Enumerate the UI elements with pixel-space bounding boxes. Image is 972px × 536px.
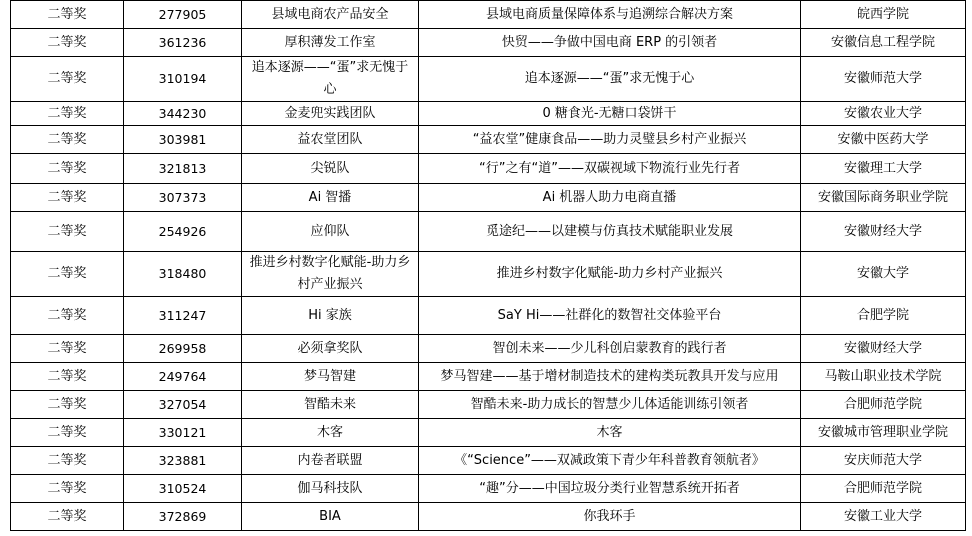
id-cell: 269958	[124, 335, 242, 363]
id-cell: 310524	[124, 475, 242, 503]
id-cell: 310194	[124, 57, 242, 102]
school-cell: 安徽财经大学	[801, 335, 966, 363]
award-cell: 二等奖	[11, 391, 124, 419]
id-cell: 307373	[124, 184, 242, 212]
award-cell: 二等奖	[11, 29, 124, 57]
award-cell: 二等奖	[11, 1, 124, 29]
school-cell: 安徽大学	[801, 252, 966, 297]
team-cell: 益农堂团队	[242, 126, 419, 154]
school-cell: 安庆师范大学	[801, 447, 966, 475]
table-row	[11, 126, 966, 154]
award-cell: 二等奖	[11, 126, 124, 154]
id-cell: 344230	[124, 102, 242, 126]
project-cell: 你我环手	[419, 503, 801, 531]
team-cell: 智酷未来	[242, 391, 419, 419]
table-row	[11, 419, 966, 447]
school-cell: 合肥师范学院	[801, 475, 966, 503]
team-cell: 伽马科技队	[242, 475, 419, 503]
table-row	[11, 154, 966, 184]
id-cell: 361236	[124, 29, 242, 57]
school-cell: 合肥师范学院	[801, 391, 966, 419]
team-cell: 金麦兜实践团队	[242, 102, 419, 126]
school-cell: 马鞍山职业技术学院	[801, 363, 966, 391]
award-cell: 二等奖	[11, 419, 124, 447]
project-cell: Ai 机器人助力电商直播	[419, 184, 801, 212]
id-cell: 249764	[124, 363, 242, 391]
school-cell: 安徽国际商务职业学院	[801, 184, 966, 212]
award-cell: 二等奖	[11, 297, 124, 335]
team-cell: 必须拿奖队	[242, 335, 419, 363]
awards-table-body	[11, 1, 966, 531]
table-row	[11, 57, 966, 102]
project-cell: 智酷未来-助力成长的智慧少儿体适能训练引领者	[419, 391, 801, 419]
team-cell: 应仰队	[242, 212, 419, 252]
team-cell: 尖锐队	[242, 154, 419, 184]
table-row	[11, 252, 966, 297]
school-cell: 安徽中医药大学	[801, 126, 966, 154]
project-cell: 木客	[419, 419, 801, 447]
table-row	[11, 335, 966, 363]
project-cell: 智创未来——少儿科创启蒙教育的践行者	[419, 335, 801, 363]
award-cell: 二等奖	[11, 363, 124, 391]
team-cell: Ai 智播	[242, 184, 419, 212]
school-cell: 安徽信息工程学院	[801, 29, 966, 57]
award-cell: 二等奖	[11, 102, 124, 126]
id-cell: 318480	[124, 252, 242, 297]
project-cell: 追本逐源——“蛋”求无愧于心	[419, 57, 801, 102]
project-cell: 推进乡村数字化赋能-助力乡村产业振兴	[419, 252, 801, 297]
table-row	[11, 1, 966, 29]
table-row	[11, 391, 966, 419]
award-cell: 二等奖	[11, 503, 124, 531]
project-cell: “趣”分——中国垃圾分类行业智慧系统开拓者	[419, 475, 801, 503]
id-cell: 323881	[124, 447, 242, 475]
award-cell: 二等奖	[11, 212, 124, 252]
award-cell: 二等奖	[11, 447, 124, 475]
table-row	[11, 363, 966, 391]
table-row	[11, 475, 966, 503]
table-row	[11, 447, 966, 475]
project-cell: 快贸——争做中国电商 ERP 的引领者	[419, 29, 801, 57]
project-cell: 0 糖食光-无糖口袋饼干	[419, 102, 801, 126]
team-cell: 厚积薄发工作室	[242, 29, 419, 57]
award-cell: 二等奖	[11, 184, 124, 212]
team-cell: 追本逐源——“蛋”求无愧于心	[242, 57, 419, 102]
team-cell: 内卷者联盟	[242, 447, 419, 475]
id-cell: 254926	[124, 212, 242, 252]
award-cell: 二等奖	[11, 252, 124, 297]
id-cell: 372869	[124, 503, 242, 531]
school-cell: 安徽工业大学	[801, 503, 966, 531]
id-cell: 311247	[124, 297, 242, 335]
id-cell: 330121	[124, 419, 242, 447]
school-cell: 安徽城市管理职业学院	[801, 419, 966, 447]
id-cell: 327054	[124, 391, 242, 419]
project-cell: 县域电商质量保障体系与追溯综合解决方案	[419, 1, 801, 29]
table-row	[11, 102, 966, 126]
table-row	[11, 503, 966, 531]
table-row	[11, 297, 966, 335]
table-row	[11, 29, 966, 57]
award-cell: 二等奖	[11, 154, 124, 184]
school-cell: 安徽师范大学	[801, 57, 966, 102]
id-cell: 321813	[124, 154, 242, 184]
table-row	[11, 184, 966, 212]
school-cell: 合肥学院	[801, 297, 966, 335]
award-cell: 二等奖	[11, 475, 124, 503]
id-cell: 277905	[124, 1, 242, 29]
project-cell: “益农堂”健康食品——助力灵璧县乡村产业振兴	[419, 126, 801, 154]
team-cell: BIA	[242, 503, 419, 531]
school-cell: 安徽农业大学	[801, 102, 966, 126]
team-cell: 木客	[242, 419, 419, 447]
team-cell: 梦马智建	[242, 363, 419, 391]
project-cell: SaY Hi——社群化的数智社交体验平台	[419, 297, 801, 335]
project-cell: 觅途纪——以建模与仿真技术赋能职业发展	[419, 212, 801, 252]
team-cell: 推进乡村数字化赋能-助力乡村产业振兴	[242, 252, 419, 297]
project-cell: “行”之有“道”——双碳视域下物流行业先行者	[419, 154, 801, 184]
school-cell: 皖西学院	[801, 1, 966, 29]
table-row	[11, 212, 966, 252]
project-cell: 梦马智建——基于增材制造技术的建构类玩教具开发与应用	[419, 363, 801, 391]
awards-table	[10, 0, 966, 531]
team-cell: 县域电商农产品安全	[242, 1, 419, 29]
award-cell: 二等奖	[11, 335, 124, 363]
award-cell: 二等奖	[11, 57, 124, 102]
school-cell: 安徽理工大学	[801, 154, 966, 184]
project-cell: 《“Science”——双减政策下青少年科普教育领航者》	[419, 447, 801, 475]
school-cell: 安徽财经大学	[801, 212, 966, 252]
team-cell: Hi 家族	[242, 297, 419, 335]
id-cell: 303981	[124, 126, 242, 154]
